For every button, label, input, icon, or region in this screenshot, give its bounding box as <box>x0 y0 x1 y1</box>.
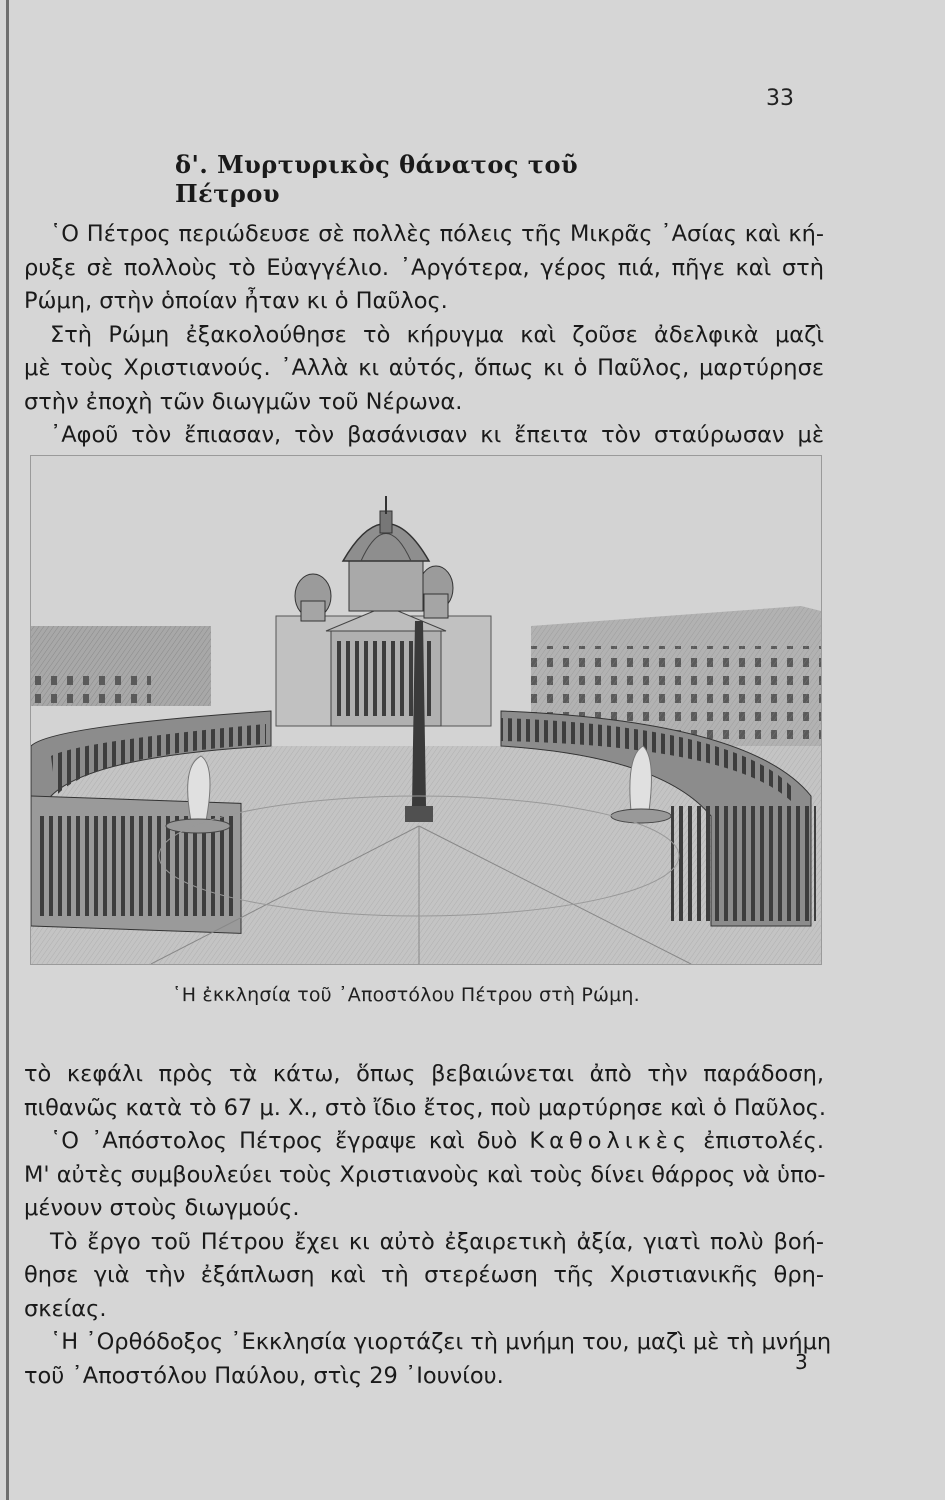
paragraph-intro <box>24 218 824 453</box>
binding-edge <box>6 0 9 1500</box>
text-line: μένουν στοὺς διωγμούς. <box>24 1195 300 1221</box>
text-line: Τὸ ἔργο τοῦ Πέτρου ἔχει κι αὐτὸ ἐξαιρετικὴ ἀξία, γιατὶ πολὺ βοή- <box>50 1228 824 1255</box>
text-run: ἐπιστολές. <box>703 1128 824 1154</box>
engraving-illustration <box>31 456 821 964</box>
text-line: ῾Ο Πέτρος περιώδευσε σὲ πολλὲς πόλεις τῆς Μικρᾶς ᾿Ασίας καὶ κή- <box>50 221 824 247</box>
text-line: θησε γιὰ τὴν ἐξάπλωση καὶ τὴ στερέωση τῆς Χριστιανικῆς θρη- <box>24 1262 824 1288</box>
text-run: ῾Ο ᾿Απόστολος Πέτρος ἔγραψε καὶ δυὸ <box>50 1128 518 1154</box>
text-line <box>24 1125 824 1159</box>
text-line: ῾Η ᾿Ορθόδοξος ᾿Εκκλησία γιορτάζει τὴ μνήμη του, μαζὶ μὲ τὴ μνήμη <box>50 1329 832 1355</box>
text-line: μὲ τοὺς Χριστιανούς. ᾿Αλλὰ κι αὐτός, ὅπως κι ὁ Παῦλος, μαρτύρησε <box>24 355 824 381</box>
text-line: πιθανῶς κατὰ τὸ 67 μ. Χ., στὸ ἴδιο ἔτος, ποὺ μαρτύρησε καὶ ὁ Παῦλος. <box>24 1094 827 1121</box>
st-peters-basilica-engraving <box>30 455 822 965</box>
figure-caption: ῾Η ἐκκλησία τοῦ ᾿Αποστόλου Πέτρου στὴ Ρώμη. <box>172 984 640 1006</box>
paragraph-continuation <box>24 1058 832 1393</box>
text-line: ᾿Αφοῦ τὸν ἔπιασαν, τὸν βασάνισαν κι ἔπειτα τὸν σταύρωσαν μὲ <box>50 422 824 448</box>
text-line: στὴν ἐποχὴ τῶν διωγμῶν τοῦ Νέρωνα. <box>24 388 463 415</box>
page-number-bottom: 3 <box>795 1350 808 1374</box>
emphasized-term: Καθολικὲς <box>529 1128 692 1154</box>
text-line: Μ' αὐτὲς συμβουλεύει τοὺς Χριστιανοὺς καὶ τοὺς δίνει θάρρος νὰ ὑπο- <box>24 1161 826 1188</box>
text-line: τὸ κεφάλι πρὸς τὰ κάτω, ὅπως βεβαιώνεται ἀπὸ τὴν παράδοση, <box>24 1061 824 1087</box>
text-line: Στὴ Ρώμη ἐξακολούθησε τὸ κήρυγμα καὶ ζοῦσε ἀδελφικὰ μαζὶ <box>50 321 824 348</box>
text-line: ρυξε σὲ πολλοὺς τὸ Εὐαγγέλιο. ᾿Αργότερα, γέρος πιά, πῆγε καὶ στὴ <box>24 254 824 281</box>
section-heading: δ'. Μυρτυρικὸς θάνατος τοῦ Πέτρου <box>175 150 579 208</box>
page-number-top: 33 <box>766 86 794 111</box>
text-line: σκείας. <box>24 1295 107 1322</box>
text-line: τοῦ ᾿Αποστόλου Παύλου, στὶς 29 ᾿Ιουνίου. <box>24 1362 504 1389</box>
text-line: Ρώμη, στὴν ὁποίαν ἦταν κι ὁ Παῦλος. <box>24 288 448 314</box>
